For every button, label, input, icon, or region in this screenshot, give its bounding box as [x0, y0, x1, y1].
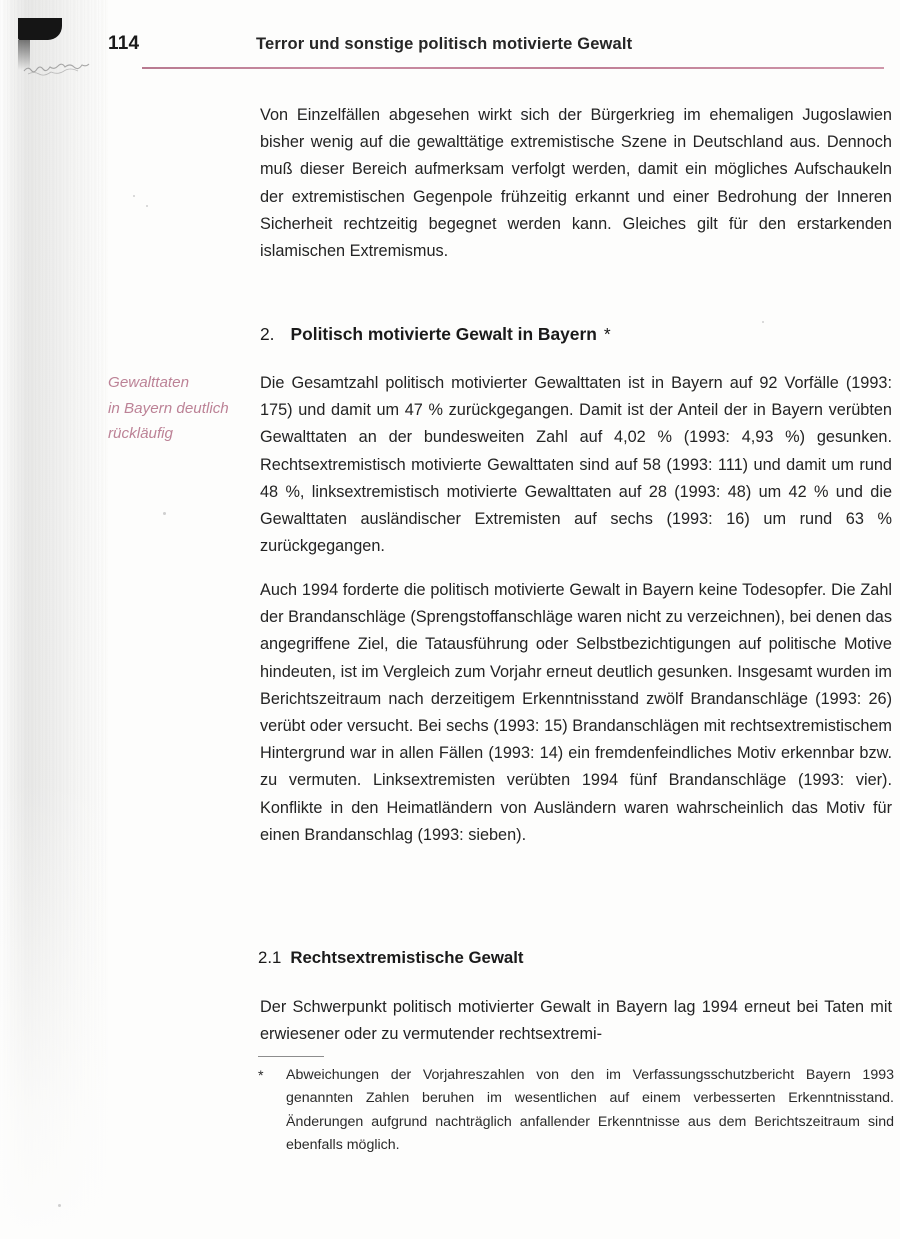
- subsection-paragraph: Der Schwerpunkt politisch motivierter Gewalt in Bayern lag 1994 erneut bei Taten mit erwiesener oder zu vermutender rechtsextremi-: [260, 998, 892, 1044]
- page-number: 114: [108, 33, 140, 54]
- footnote-separator-rule: [258, 1056, 324, 1057]
- scan-speck: [146, 205, 148, 207]
- scan-speck: [58, 1204, 61, 1207]
- arson-paragraph: Auch 1994 forderte die politisch motivierte Gewalt in Bayern keine Todesopfer. Die Zahl der Brandanschläge (Sprengstoffanschläge waren nicht zu verzeichnen), bei denen das angegriffene Ziel, die Tatausführung oder Selbstbezichtigungen auf politische Motive hindeuten, ist im Vergleich zum Vorjahr erneut deutlich gesunken. Insgesamt wurden im Berichtszeitraum nach derzeitigem Erkenntnisstand zwölf Brandanschläge (1993: 26) verübt oder versucht. Bei sechs (1993: 15) Brandanschlägen mit rechtsextremistischem Hintergrund war in allen Fällen (1993: 14) ein fremdenfeindliches Motiv erkennbar bzw. zu vermuten. Linksextremisten verübten 1994 fünf Brandanschläge (1993: vier). Konflikte in den Heimatländern von Ausländern waren wahrscheinlich das Motiv für einen Brandanschlag (1993: sieben).: [260, 581, 892, 844]
- intro-paragraph: Von Einzelfällen abgesehen wirkt sich der Bürgerkrieg im ehemaligen Jugoslawien bisher wenig auf die gewalttätige extremistische Szene in Deutschland aus. Dennoch muß dieser Bereich aufmerksam verfolgt werden, damit ein mögliches Aufschaukeln der extremistischen Gegenpole frühzeitig erkannt und einer Bedrohung der Inneren Sicherheit rechtzeitig begegnet werden kann. Gleiches gilt für den erstarkenden islamischen Extremismus.: [260, 106, 892, 261]
- footnote: [258, 1064, 894, 1158]
- intro-paragraph-block: [260, 102, 892, 265]
- subsection-heading: [258, 946, 890, 970]
- section-footnote-marker: *: [603, 324, 611, 344]
- gutter-fade-overlay: [0, 780, 112, 1239]
- footnote-text: Abweichungen der Vorjahreszahlen von den im Verfassungsschutzbericht Bayern 1993 genannten Zahlen beruhen im wesentlichen auf einem verbesserten Erkenntnisstand. Änderungen aufgrund nachträglich anfallender Erkenntnisse aus dem Berichtszeitraum sind ebenfalls möglich.: [286, 1067, 894, 1154]
- running-title: Terror und sonstige politisch motivierte Gewalt: [256, 35, 633, 53]
- arson-paragraph-block: [260, 577, 892, 849]
- margin-note-line-1: Gewalttaten: [108, 374, 190, 391]
- running-head: [108, 33, 888, 65]
- scan-speck: [133, 195, 135, 197]
- statistics-paragraph: Die Gesamtzahl politisch motivierter Gewalttaten ist in Bayern auf 92 Vorfälle (1993: 175) und damit um 47 % zurückgegangen. Damit ist der Anteil der in Bayern verübten Gewalttaten an der bundesweiten Zahl auf 4,02 % (1993: 4,93 %) gesunken. Rechtsextremistisch motivierte Gewalttaten sind auf 58 (1993: 111) und damit um rund 48 %, linksextremistisch motivierte Gewalttaten auf 28 (1993: 48) um 42 % und die Gewalttaten ausländischer Extremisten auf sechs (1993: 16) um rund 63 % zurückgegangen.: [260, 374, 892, 556]
- book-gutter-shadow: [0, 0, 108, 1239]
- subsection-title: Rechtsextremistische Gewalt: [290, 948, 524, 967]
- statistics-paragraph-block: [260, 370, 892, 560]
- section-heading: [260, 322, 892, 346]
- section-number: 2.: [260, 324, 275, 344]
- section-title: Politisch motivierte Gewalt in Bayern: [290, 324, 597, 344]
- footnote-marker: *: [258, 1068, 264, 1084]
- subsection-paragraph-block: [260, 994, 892, 1048]
- header-rule: [142, 67, 884, 69]
- margin-note-line-3: rückläufig: [108, 425, 173, 442]
- scan-corner-artifact: [18, 18, 62, 40]
- margin-note: [108, 370, 260, 447]
- scan-speck: [163, 512, 166, 515]
- scan-smudge-artifact: [22, 62, 100, 76]
- margin-note-line-2: in Bayern deutlich: [108, 399, 229, 417]
- subsection-number: 2.1: [258, 948, 282, 967]
